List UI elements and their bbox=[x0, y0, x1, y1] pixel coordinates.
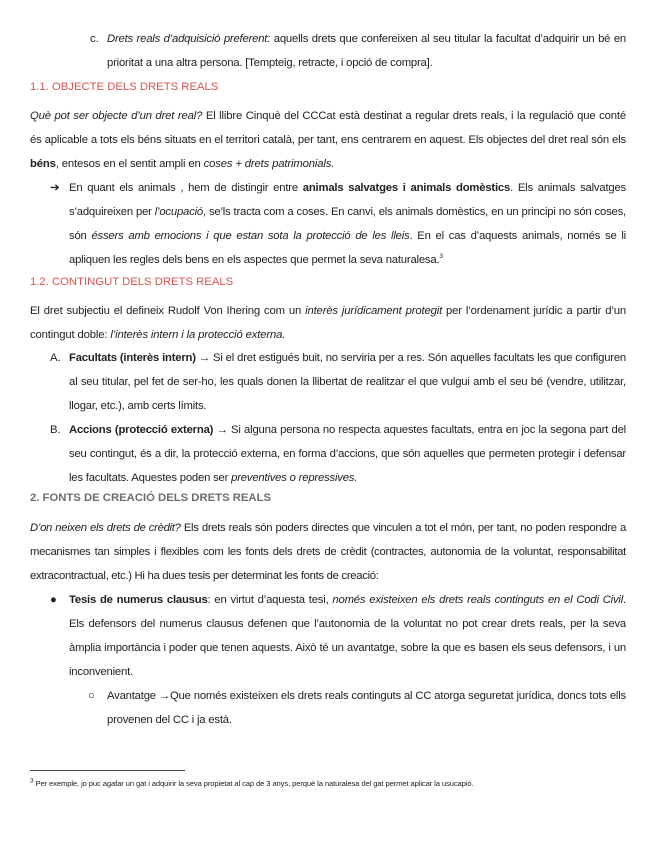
paragraph-fonts bbox=[30, 516, 626, 588]
list-marker-c: c. bbox=[90, 33, 99, 45]
heading-1-1: 1.1. OBJECTE DELS DRETS REALS bbox=[30, 81, 219, 93]
paragraph-text: El dret subjectiu el defineix Rudolf Von Ihering com un bbox=[30, 305, 306, 317]
heading-2: 2. FONTS DE CREACIÓ DELS DRETS REALS bbox=[30, 492, 272, 504]
paragraph-text: El llibre Cinquè del CCCat està destinat a regular drets reals, i la regulació que conté és aplicable a tots els béns situats en el territori català, per tant, ens centrarem en aquest. Els objectes del dret real són els bbox=[30, 110, 626, 146]
italic-text: només existeixen els drets reals continguts en el Codi Civil bbox=[332, 594, 624, 606]
italic-text: preventives o repressives. bbox=[231, 472, 358, 484]
list-item-animals bbox=[69, 176, 626, 272]
footnote bbox=[30, 778, 626, 790]
paragraph-objecte bbox=[30, 104, 626, 176]
list-text: → Si alguna persona no respecta aquestes facultats, entra en joc la segona part del seu contingut, és a dir, la protecció externa, en forma d’accions, que són aquelles que permeten protegir i defensar les facultats. Aquestes poden ser bbox=[69, 424, 626, 484]
italic-text: éssers amb emocions i que estan sota la protecció de les lleis bbox=[91, 230, 410, 242]
list-text: En quant els animals , hem de distingir entre bbox=[69, 182, 303, 194]
list-item-facultats bbox=[69, 346, 626, 418]
bold-text: béns bbox=[30, 158, 56, 170]
term-italic: Drets reals d’adquisició preferent: bbox=[107, 33, 271, 45]
paragraph-text: per l’ordenament jurídic a partir d’un contingut doble: bbox=[30, 305, 626, 341]
list-item-numerus-clausus bbox=[69, 588, 626, 684]
question-italic: Què pot ser objecte d’un dret real? bbox=[30, 110, 203, 122]
list-text: : en virtut d’aquesta tesi, bbox=[207, 594, 333, 606]
list-item-accions bbox=[69, 418, 626, 490]
footnote-ref[interactable]: 3 bbox=[439, 253, 443, 261]
italic-text: l’interès intern i la protecció externa. bbox=[110, 329, 286, 341]
circle-bullet-icon: ○ bbox=[88, 690, 95, 702]
list-text: → Si el dret estigués buit, no serviria per a res. Són aquelles facultats les que configuren al seu titular, pel fet de ser-ho, les quals donen la llibertat de realitzar el que vulgui amb el seu bé (vendre, utilitzar, llogar, etc.), amb certs límits. bbox=[69, 352, 627, 412]
footnote-text: Per exemple, jo puc agafar un gat i adquirir la seva propietat al cap de 3 anys, perquè la naturalesa del gat permet aplicar la usucapió. bbox=[33, 779, 474, 788]
list-text: , se’ls tracta com a coses. En canvi, els animals domèstics, en un principi no són coses, són bbox=[69, 206, 626, 242]
bullet-icon: ● bbox=[50, 594, 57, 606]
list-text: . Els animals salvatges s’adquireixen per bbox=[69, 182, 627, 218]
paragraph-text: , entesos en el sentit ampli en bbox=[55, 158, 204, 170]
italic-text: D’on neixen els drets de crèdit? bbox=[30, 522, 181, 534]
italic-text: l’ocupació bbox=[154, 206, 203, 218]
paragraph-text: Els drets reals són poders directes que vinculen a tot el món, per tant, no poden respondre a mecanismes tan simples i flexibles com les fonts dels drets de crèdit (contractes, autonomia de la voluntat, responsabilitat extracontractual, etc.) Hi ha dues tesis per determinat les fonts de creació: bbox=[30, 522, 626, 582]
bold-text: Tesis de numerus clausus bbox=[69, 594, 208, 606]
footnote-number: 3 bbox=[30, 777, 34, 785]
list-marker-a: A. bbox=[50, 352, 61, 364]
italic-text: interès jurídicament protegit bbox=[305, 305, 443, 317]
list-item-avantatge: Avantatge →Que només existeixen els drets reals continguts al CC atorga seguretat jurídica, doncs tots ells provenen del CC i ja està. bbox=[107, 690, 626, 726]
list-text: . En el cas d’aquests animals, només se li apliquen les regles dels bens en els aspectes que permet la seva naturalesa. bbox=[69, 230, 626, 266]
list-text: . Els defensors del numerus clausus defenen que l’autonomia de la voluntat no pot crear drets reals, per la seva àmplia importància i poder que tenen aquests. Això té un avantatge, sobre la que es basen els seus defensors, i un inconvenient. bbox=[69, 594, 626, 678]
heading-1-2: 1.2. CONTINGUT DELS DRETS REALS bbox=[30, 276, 234, 288]
list-item-c-text: aquells drets que confereixen al seu titular la facultat d’adquirir un bé en prioritat a una altra persona. [Tempteig, retracte, i opció de compra]. bbox=[107, 33, 626, 69]
paragraph-contingut bbox=[30, 299, 626, 347]
bold-text: Accions (protecció externa) bbox=[69, 424, 214, 436]
list-marker-b: B. bbox=[50, 424, 61, 436]
list-item-c bbox=[107, 27, 626, 75]
italic-text: coses + drets patrimonials. bbox=[203, 158, 335, 170]
footnote-separator bbox=[30, 770, 185, 771]
arrow-bullet-icon: ➔ bbox=[50, 182, 60, 194]
bold-text: Facultats (interès intern) bbox=[69, 352, 196, 364]
bold-text: animals salvatges i animals domèstics bbox=[302, 182, 511, 194]
